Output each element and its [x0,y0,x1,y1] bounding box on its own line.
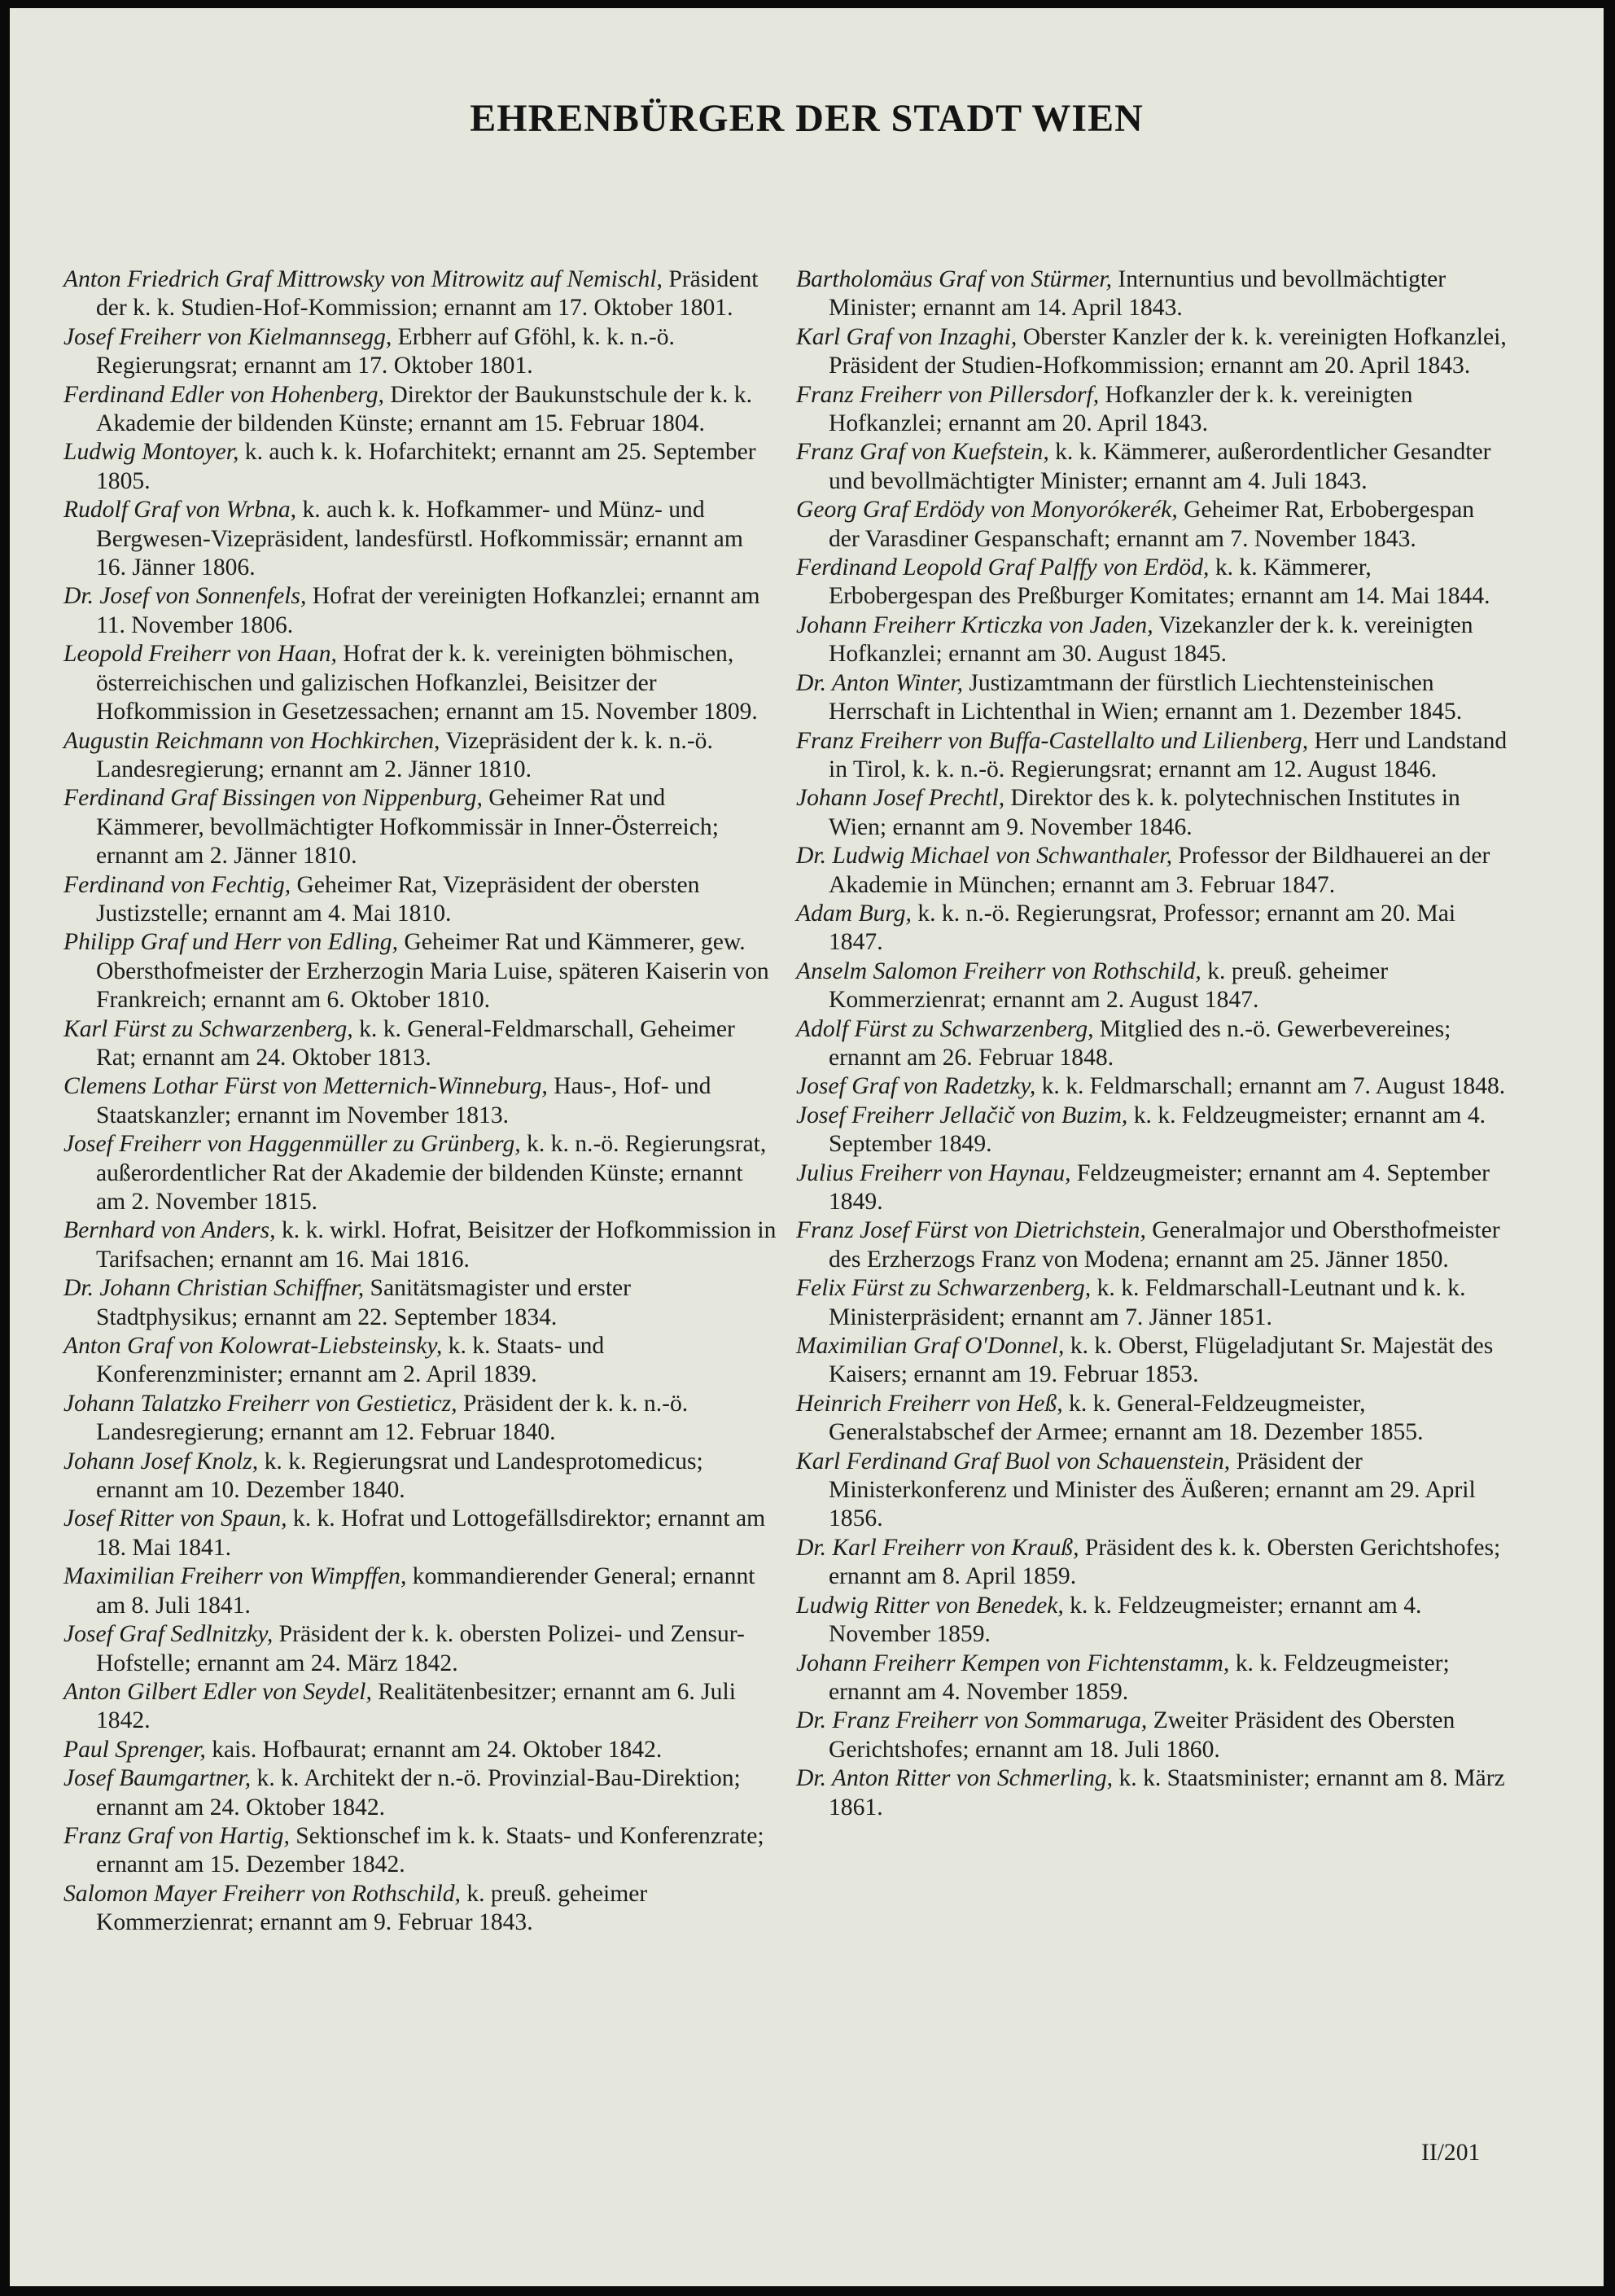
citizen-description: Präsident der Ministerkonferenz und Minister des Äußeren; ernannt am 29. April 1856. [829,1448,1476,1532]
citizen-name: Josef Baumgartner, [63,1765,252,1792]
citizen-name: Augustin Reichmann von Hochkirchen, [63,727,440,754]
citizen-description: k. k. Staatsminister; ernannt am 8. März 1861. [829,1765,1505,1821]
honorary-citizen-entry [796,1216,1508,1274]
citizen-description: Direktor des k. k. polytechnischen Institutes in Wien; ernannt am 9. November 1846. [829,785,1460,840]
citizen-name: Johann Talatzko Freiherr von Gestieticz, [63,1390,457,1417]
citizen-description: kommandierender General; ernannt am 8. Juli 1841. [96,1563,755,1619]
citizen-name: Franz Freiherr von Buffa-Castellalto und Lilienberg, [796,727,1309,754]
citizen-name: Josef Graf von Radetzky, [796,1073,1036,1100]
honorary-citizen-entry [796,1707,1508,1764]
honorary-citizen-entry [796,1534,1508,1592]
honorary-citizen-entry [796,1072,1508,1101]
citizen-description: k. preuß. geheimer Kommerzienrat; ernannt am 9. Februar 1843. [96,1880,648,1936]
citizen-description: Realitätenbesitzer; ernannt am 6. Juli 1842. [96,1678,736,1734]
citizen-name: Salomon Mayer Freiherr von Rothschild, [63,1880,461,1907]
honorary-citizen-entry [796,554,1508,611]
citizen-description: k. k. General-Feldzeugmeister, Generalstabschef der Armee; ernannt am 18. Dezember 1855. [829,1390,1424,1446]
citizen-description: Zweiter Präsident des Obersten Gerichtshofes; ernannt am 18. Juli 1860. [829,1707,1455,1763]
honorary-citizen-entry [796,1650,1508,1707]
citizen-name: Anton Friedrich Graf Mittrowsky von Mitrowitz auf Nemischl, [63,266,663,292]
honorary-citizen-entry [63,1448,777,1505]
citizen-name: Ludwig Montoyer, [63,439,239,466]
citizen-name: Franz Graf von Hartig, [63,1822,290,1849]
honorary-citizen-entry [796,611,1508,669]
document-page [10,8,1604,2286]
citizen-description: k. k. Feldzeugmeister; ernannt am 4. September 1849. [829,1102,1486,1158]
citizen-name: Karl Fürst zu Schwarzenberg, [63,1015,353,1042]
citizen-name: Ludwig Ritter von Benedek, [796,1592,1064,1619]
honorary-citizen-entry [63,1216,777,1274]
citizen-description: Sektionschef im k. k. Staats- und Konferenzrate; ernannt am 15. Dezember 1842. [96,1822,764,1878]
honorary-citizen-entry [63,1678,777,1736]
citizen-description: k. k. Hofrat und Lottogefällsdirektor; ernannt am 18. Mai 1841. [96,1505,766,1561]
citizen-description: k. k. Staats- und Konferenzminister; ernannt am 2. April 1839. [96,1333,605,1388]
citizen-name: Rudolf Graf von Wrbna, [63,497,297,524]
honorary-citizen-entry [63,496,777,582]
honorary-citizen-entry [63,381,777,439]
citizen-description: Hofkanzler der k. k. vereinigten Hofkanzlei; ernannt am 20. April 1843. [829,381,1413,437]
citizen-description: Präsident des k. k. Obersten Gerichtshofes; ernannt am 8. April 1859. [829,1534,1501,1590]
citizen-name: Paul Sprenger, [63,1736,206,1763]
honorary-citizen-entry [63,1332,777,1390]
honorary-citizen-entry [796,323,1508,381]
citizen-name: Dr. Anton Winter, [796,669,963,696]
citizen-name: Franz Josef Fürst von Dietrichstein, [796,1217,1146,1244]
honorary-citizen-entry [63,1822,777,1880]
citizen-description: Direktor der Baukunstschule der k. k. Akademie der bildenden Künste; ernannt am 15. Februar 1804. [96,381,752,437]
citizen-description: k. k. Feldmarschall-Leutnant und k. k. Ministerpräsident; ernannt am 7. Jänner 1851. [829,1275,1466,1330]
citizen-description: Feldzeugmeister; ernannt am 4. September 1849. [829,1159,1490,1215]
citizen-description: k. k. Regierungsrat und Landesprotomedicus; ernannt am 10. Dezember 1840. [96,1448,703,1504]
citizen-description: Hofrat der k. k. vereinigten böhmischen, österreichischen und galizischen Hofkanzlei, Beisitzer der Hofkommission in Gesetzessachen; ernannt am 15. November 1809. [96,641,758,725]
citizen-name: Clemens Lothar Fürst von Metternich-Winneburg, [63,1073,548,1100]
citizen-name: Anselm Salomon Freiherr von Rothschild, [796,957,1201,984]
honorary-citizen-entry [63,1072,777,1130]
citizen-description: Generalmajor und Obersthofmeister des Erzherzogs Franz von Modena; ernannt am 25. Jänner 1850. [829,1217,1500,1273]
citizen-description: k. k. Kämmerer, Erbobergespan des Preßburger Komitates; ernannt am 14. Mai 1844. [829,554,1490,610]
citizen-name: Josef Ritter von Spaun, [63,1505,287,1532]
citizen-name: Franz Graf von Kuefstein, [796,439,1049,466]
citizen-name: Dr. Josef von Sonnenfels, [63,583,307,610]
citizen-name: Julius Freiherr von Haynau, [796,1159,1071,1186]
citizen-name: Dr. Ludwig Michael von Schwanthaler, [796,843,1172,870]
citizen-description: k. k. General-Feldmarschall, Geheimer Rat; ernannt am 24. Oktober 1813. [96,1015,735,1071]
citizen-description: Geheimer Rat, Erbobergespan der Varasdiner Gespanschaft; ernannt am 7. November 1843. [829,497,1475,552]
honorary-citizen-entry [63,438,777,496]
citizen-description: Sanitätsmagister und erster Stadtphysikus; ernannt am 22. September 1834. [96,1275,632,1330]
page-title: EHRENBÜRGER DER STADT WIEN [470,97,1144,140]
citizen-description: Oberster Kanzler der k. k. vereinigten Hofkanzlei, Präsident der Studien-Hofkommission; ernannt am 20. April 1843. [829,323,1507,379]
citizen-name: Adolf Fürst zu Schwarzenberg, [796,1015,1094,1042]
citizen-description: Präsident der k. k. Studien-Hof-Kommission; ernannt am 17. Oktober 1801. [96,266,759,322]
citizen-name: Bernhard von Anders, [63,1217,276,1244]
citizen-name: Felix Fürst zu Schwarzenberg, [796,1275,1092,1302]
honorary-citizen-entry [63,1130,777,1216]
honorary-citizen-entry [796,1274,1508,1332]
honorary-citizen-entry [796,1448,1508,1534]
citizen-name: Dr. Anton Ritter von Schmerling, [796,1765,1114,1792]
citizen-name: Philipp Graf und Herr von Edling, [63,929,399,956]
citizen-name: Johann Freiherr Kempen von Fichtenstamm, [796,1650,1230,1676]
honorary-citizen-entry [796,265,1508,323]
honorary-citizen-entry [63,1764,777,1822]
citizen-description: Internuntius und bevollmächtigter Minister; ernannt am 14. April 1843. [829,266,1446,322]
honorary-citizen-entry [796,727,1508,785]
honorary-citizen-entry [796,1015,1508,1073]
citizen-description: k. auch k. k. Hofkammer- und Münz- und Bergwesen-Vizepräsident, landesfürstl. Hofkommissär; ernannt am 16. Jänner 1806. [96,497,743,581]
honorary-citizen-entry [796,957,1508,1015]
honorary-citizen-entry [63,727,777,785]
citizen-description: Erbherr auf Gföhl, k. k. n.-ö. Regierungsrat; ernannt am 17. Oktober 1801. [96,323,675,379]
citizen-name: Heinrich Freiherr von Heß, [796,1390,1063,1417]
citizen-description: Herr und Landstand in Tirol, k. k. n.-ö. Regierungsrat; ernannt am 12. August 1846. [829,727,1508,782]
honorary-citizen-entry [63,1562,777,1620]
citizen-description: kais. Hofbaurat; ernannt am 24. Oktober 1842. [205,1736,663,1763]
citizen-name: Josef Freiherr Jellačič von Buzim, [796,1102,1128,1128]
citizen-description: Präsident der k. k. n.-ö. Landesregierung; ernannt am 12. Februar 1840. [96,1390,689,1446]
citizen-name: Georg Graf Erdödy von Monyorókerék, [796,497,1178,524]
citizen-name: Karl Graf von Inzaghi, [796,323,1018,350]
citizen-description: k. k. Oberst, Flügeladjutant Sr. Majestät des Kaisers; ernannt am 19. Februar 1853. [829,1333,1494,1388]
citizen-name: Johann Freiherr Krticzka von Jaden, [796,611,1153,638]
citizen-description: Justizamtmann der fürstlich Liechtensteinischen Herrschaft in Lichtenthal in Wien; ernannt am 1. Dezember 1845. [829,669,1463,725]
citizen-description: Haus-, Hof- und Staatskanzler; ernannt im November 1813. [96,1073,711,1128]
citizen-description: k. k. Architekt der n.-ö. Provinzial-Bau-Direktion; ernannt am 24. Oktober 1842. [96,1765,741,1821]
citizen-name: Franz Freiherr von Pillersdorf, [796,381,1100,408]
citizen-description: Geheimer Rat und Kämmerer, bevollmächtigter Hofkommissär in Inner-Österreich; ernannt am 2. Jänner 1810. [96,785,719,870]
left-column [63,265,777,1938]
honorary-citizen-entry [796,381,1508,439]
honorary-citizen-entry [63,1880,777,1938]
citizen-description: Vizepräsident der k. k. n.-ö. Landesregierung; ernannt am 2. Jänner 1810. [96,727,713,782]
honorary-citizen-entry [796,669,1508,727]
citizen-name: Leopold Freiherr von Haan, [63,641,337,668]
citizen-name: Josef Freiherr von Kielmannsegg, [63,323,392,350]
honorary-citizen-entry [796,842,1508,900]
citizen-description: Hofrat der vereinigten Hofkanzlei; ernannt am 11. November 1806. [96,583,760,638]
citizen-description: Präsident der k. k. obersten Polizei- und Zensur-Hofstelle; ernannt am 24. März 1842. [96,1621,745,1676]
citizen-description: Geheimer Rat, Vizepräsident der obersten Justizstelle; ernannt am 4. Mai 1810. [96,871,700,927]
honorary-citizen-entry [63,1620,777,1678]
citizen-name: Anton Graf von Kolowrat-Liebsteinsky, [63,1333,443,1360]
citizen-name: Josef Freiherr von Haggenmüller zu Grünberg, [63,1131,521,1158]
honorary-citizen-entry [63,582,777,640]
citizen-name: Maximilian Graf O'Donnel, [796,1333,1065,1360]
citizen-name: Dr. Karl Freiherr von Krauß, [796,1534,1079,1561]
citizen-description: k. auch k. k. Hofarchitekt; ernannt am 25. September 1805. [96,439,756,494]
honorary-citizen-entry [796,438,1508,496]
honorary-citizen-entry [63,640,777,726]
citizen-description: k. k. Feldzeugmeister; ernannt am 4. November 1859. [829,1650,1450,1705]
citizen-name: Ferdinand Edler von Hohenberg, [63,381,384,408]
citizen-name: Karl Ferdinand Graf Buol von Schauenstein, [796,1448,1231,1474]
citizen-description: k. k. n.-ö. Regierungsrat, außerordentlicher Rat der Akademie der bildenden Künste; ernannt am 2. November 1815. [96,1131,767,1215]
citizen-name: Maximilian Freiherr von Wimpffen, [63,1563,407,1590]
honorary-citizen-entry [63,1736,777,1764]
citizen-description: k. k. n.-ö. Regierungsrat, Professor; ernannt am 20. Mai 1847. [829,900,1456,956]
citizen-description: Mitglied des n.-ö. Gewerbevereines; ernannt am 26. Februar 1848. [829,1015,1451,1071]
honorary-citizen-entry [63,928,777,1014]
honorary-citizen-entry [63,323,777,381]
citizen-name: Bartholomäus Graf von Stürmer, [796,266,1113,292]
honorary-citizen-entry [796,1390,1508,1448]
honorary-citizen-entry [796,496,1508,554]
citizen-description: Geheimer Rat und Kämmerer, gew. Obersthofmeister der Erzherzogin Maria Luise, späteren Kaiserin von Frankreich; ernannt am 6. Oktober 1810. [96,929,769,1014]
honorary-citizen-entry [796,900,1508,957]
honorary-citizen-entry [63,784,777,870]
honorary-citizen-entry [796,1592,1508,1650]
right-column [796,265,1508,1822]
citizen-description: k. preuß. geheimer Kommerzienrat; ernannt am 2. August 1847. [829,957,1389,1014]
honorary-citizen-entry [796,1102,1508,1159]
citizen-description: k. k. Kämmerer, außerordentlicher Gesandter und bevollmächtigter Minister; ernannt am 4. Juli 1843. [829,439,1491,494]
citizen-description: k. k. Feldmarschall; ernannt am 7. August 1848. [1035,1073,1506,1100]
citizen-name: Anton Gilbert Edler von Seydel, [63,1678,372,1705]
citizen-name: Johann Josef Prechtl, [796,785,1005,812]
citizen-name: Dr. Johann Christian Schiffner, [63,1275,365,1302]
honorary-citizen-entry [796,1159,1508,1217]
citizen-name: Josef Graf Sedlnitzky, [63,1621,274,1648]
honorary-citizen-entry [63,1505,777,1562]
citizen-description: k. k. Feldzeugmeister; ernannt am 4. November 1859. [829,1592,1422,1648]
citizen-name: Dr. Franz Freiherr von Sommaruga, [796,1707,1148,1734]
honorary-citizen-entry [63,1015,777,1073]
citizen-name: Ferdinand Graf Bissingen von Nippenburg, [63,785,483,812]
honorary-citizen-entry [796,784,1508,842]
citizen-name: Johann Josef Knolz, [63,1448,259,1474]
citizen-description: Vizekanzler der k. k. vereinigten Hofkanzlei; ernannt am 30. August 1845. [829,611,1473,668]
citizen-description: k. k. wirkl. Hofrat, Beisitzer der Hofkommission in Tarifsachen; ernannt am 16. Mai 1816. [96,1217,777,1273]
honorary-citizen-entry [796,1764,1508,1822]
honorary-citizen-entry [63,1390,777,1448]
honorary-citizen-entry [63,265,777,323]
honorary-citizen-entry [63,1274,777,1332]
citizen-name: Ferdinand von Fechtig, [63,871,291,898]
honorary-citizen-entry [796,1332,1508,1390]
honorary-citizen-entry [63,871,777,929]
citizen-description: Professor der Bildhauerei an der Akademie in München; ernannt am 3. Februar 1847. [829,843,1490,898]
citizen-name: Adam Burg, [796,900,912,927]
page-number: II/201 [1421,2140,1481,2166]
citizen-name: Ferdinand Leopold Graf Palffy von Erdöd, [796,554,1210,581]
